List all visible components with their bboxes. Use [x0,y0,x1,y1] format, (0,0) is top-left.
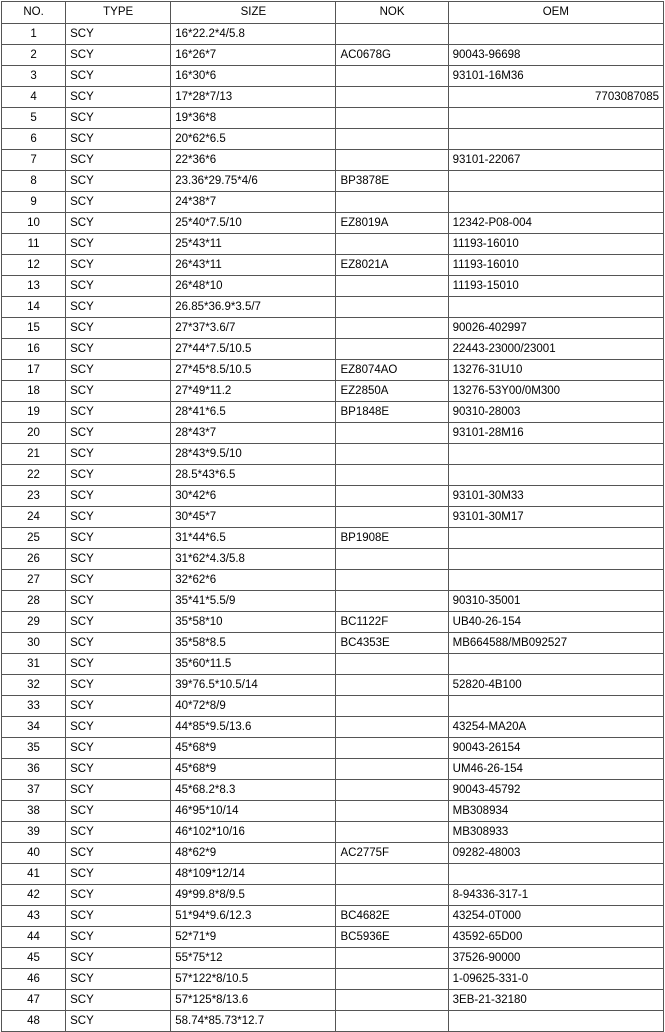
cell-type: SCY [66,24,171,45]
cell-type: SCY [66,276,171,297]
cell-oem: 93101-30M17 [448,507,663,528]
cell-size: 28*43*7 [171,423,336,444]
cell-type: SCY [66,717,171,738]
cell-oem: 8-94336-317-1 [448,885,663,906]
cell-size: 35*41*5.5/9 [171,591,336,612]
column-header-oem: OEM [448,2,663,24]
cell-nok [336,234,448,255]
cell-oem [448,696,663,717]
cell-size: 26*48*10 [171,276,336,297]
cell-oem: 90043-45792 [448,780,663,801]
cell-type: SCY [66,696,171,717]
table-row [2,171,664,192]
cell-size: 35*60*11.5 [171,654,336,675]
cell-nok: BC5936E [336,927,448,948]
cell-size: 45*68.2*8.3 [171,780,336,801]
cell-type: SCY [66,927,171,948]
cell-oem [448,192,663,213]
cell-type: SCY [66,654,171,675]
table-row [2,297,664,318]
cell-nok [336,759,448,780]
cell-size: 27*37*3.6/7 [171,318,336,339]
cell-size: 28.5*43*6.5 [171,465,336,486]
cell-type: SCY [66,507,171,528]
cell-type: SCY [66,108,171,129]
cell-type: SCY [66,423,171,444]
cell-oem [448,297,663,318]
table-row [2,864,664,885]
cell-type: SCY [66,738,171,759]
cell-type: SCY [66,549,171,570]
cell-nok [336,675,448,696]
cell-nok [336,990,448,1011]
cell-no: 22 [2,465,66,486]
cell-no: 23 [2,486,66,507]
table-row [2,192,664,213]
table-row [2,213,664,234]
cell-type: SCY [66,66,171,87]
cell-size: 30*45*7 [171,507,336,528]
cell-oem: 43254-0T000 [448,906,663,927]
cell-size: 22*36*6 [171,150,336,171]
table-row [2,612,664,633]
cell-size: 32*62*6 [171,570,336,591]
cell-size: 25*40*7.5/10 [171,213,336,234]
table-row [2,234,664,255]
table-row [2,360,664,381]
table-row [2,738,664,759]
table-row [2,885,664,906]
cell-size: 45*68*9 [171,738,336,759]
cell-nok [336,654,448,675]
cell-size: 27*44*7.5/10.5 [171,339,336,360]
cell-no: 36 [2,759,66,780]
table-row [2,255,664,276]
cell-no: 8 [2,171,66,192]
cell-oem: 90310-28003 [448,402,663,423]
cell-type: SCY [66,591,171,612]
table-row [2,486,664,507]
cell-nok: EZ8074AO [336,360,448,381]
cell-oem: UB40-26-154 [448,612,663,633]
cell-size: 28*43*9.5/10 [171,444,336,465]
cell-nok [336,465,448,486]
cell-type: SCY [66,192,171,213]
cell-size: 16*26*7 [171,45,336,66]
table-row [2,654,664,675]
cell-no: 3 [2,66,66,87]
cell-nok [336,66,448,87]
cell-size: 46*95*10/14 [171,801,336,822]
cell-oem: 11193-15010 [448,276,663,297]
cell-nok [336,192,448,213]
cell-size: 39*76.5*10.5/14 [171,675,336,696]
cell-size: 16*30*6 [171,66,336,87]
cell-size: 28*41*6.5 [171,402,336,423]
table-row [2,549,664,570]
cell-oem [448,654,663,675]
cell-no: 2 [2,45,66,66]
cell-type: SCY [66,843,171,864]
cell-nok: BC4353E [336,633,448,654]
cell-no: 13 [2,276,66,297]
cell-no: 6 [2,129,66,150]
cell-nok [336,129,448,150]
cell-size: 57*122*8/10.5 [171,969,336,990]
column-header-type: TYPE [66,2,171,24]
cell-nok [336,1011,448,1032]
cell-size: 48*109*12/14 [171,864,336,885]
cell-no: 31 [2,654,66,675]
table-row [2,927,664,948]
cell-no: 10 [2,213,66,234]
cell-no: 25 [2,528,66,549]
cell-nok [336,822,448,843]
cell-nok [336,549,448,570]
cell-oem [448,570,663,591]
cell-oem [448,444,663,465]
table-row [2,906,664,927]
cell-nok [336,570,448,591]
cell-nok [336,507,448,528]
table-row [2,45,664,66]
cell-oem: 13276-31U10 [448,360,663,381]
cell-oem: 13276-53Y00/0M300 [448,381,663,402]
column-header-no: NO. [2,2,66,24]
cell-nok: BP1908E [336,528,448,549]
table-row [2,465,664,486]
cell-nok [336,87,448,108]
cell-no: 20 [2,423,66,444]
cell-nok [336,276,448,297]
cell-oem: 43254-MA20A [448,717,663,738]
cell-size: 35*58*10 [171,612,336,633]
cell-nok [336,486,448,507]
cell-no: 29 [2,612,66,633]
cell-no: 1 [2,24,66,45]
cell-size: 51*94*9.6/12.3 [171,906,336,927]
cell-size: 46*102*10/16 [171,822,336,843]
table-body [2,24,664,1032]
cell-type: SCY [66,255,171,276]
table-row [2,696,664,717]
cell-nok [336,948,448,969]
cell-size: 17*28*7/13 [171,87,336,108]
cell-oem: 11193-16010 [448,234,663,255]
cell-oem [448,108,663,129]
cell-size: 27*49*11.2 [171,381,336,402]
cell-nok: BC4682E [336,906,448,927]
cell-type: SCY [66,822,171,843]
cell-type: SCY [66,864,171,885]
cell-nok: AC0678G [336,45,448,66]
cell-oem [448,549,663,570]
cell-type: SCY [66,528,171,549]
cell-size: 26*43*11 [171,255,336,276]
cell-size: 25*43*11 [171,234,336,255]
cell-no: 14 [2,297,66,318]
cell-type: SCY [66,297,171,318]
table-header-row [2,2,664,24]
table-row [2,129,664,150]
table-row [2,591,664,612]
cell-oem: 90043-26154 [448,738,663,759]
cell-no: 12 [2,255,66,276]
cell-size: 26.85*36.9*3.5/7 [171,297,336,318]
cell-type: SCY [66,780,171,801]
cell-type: SCY [66,87,171,108]
table-row [2,801,664,822]
cell-oem [448,129,663,150]
cell-no: 41 [2,864,66,885]
table-row [2,66,664,87]
cell-nok [336,864,448,885]
cell-size: 57*125*8/13.6 [171,990,336,1011]
cell-oem: 09282-48003 [448,843,663,864]
cell-oem: 1-09625-331-0 [448,969,663,990]
cell-size: 20*62*6.5 [171,129,336,150]
table-row [2,423,664,444]
cell-size: 23.36*29.75*4/6 [171,171,336,192]
cell-no: 4 [2,87,66,108]
cell-oem: 52820-4B100 [448,675,663,696]
table-row [2,507,664,528]
cell-type: SCY [66,45,171,66]
cell-oem: 12342-P08-004 [448,213,663,234]
cell-size: 35*58*8.5 [171,633,336,654]
cell-no: 34 [2,717,66,738]
cell-no: 35 [2,738,66,759]
cell-size: 40*72*8/9 [171,696,336,717]
cell-type: SCY [66,486,171,507]
cell-nok: EZ8021A [336,255,448,276]
cell-nok [336,339,448,360]
table-row [2,87,664,108]
cell-no: 42 [2,885,66,906]
cell-nok: BC1122F [336,612,448,633]
cell-type: SCY [66,1011,171,1032]
cell-type: SCY [66,759,171,780]
cell-size: 49*99.8*8/9.5 [171,885,336,906]
cell-type: SCY [66,633,171,654]
cell-no: 33 [2,696,66,717]
cell-no: 37 [2,780,66,801]
cell-oem: 43592-65D00 [448,927,663,948]
table-row [2,1011,664,1032]
cell-type: SCY [66,339,171,360]
cell-nok [336,24,448,45]
table-row [2,381,664,402]
cell-no: 17 [2,360,66,381]
cell-no: 32 [2,675,66,696]
cell-no: 24 [2,507,66,528]
cell-oem: 93101-16M36 [448,66,663,87]
cell-nok: BP1848E [336,402,448,423]
table-row [2,528,664,549]
table-row [2,276,664,297]
cell-no: 43 [2,906,66,927]
cell-size: 58.74*85.73*12.7 [171,1011,336,1032]
cell-no: 15 [2,318,66,339]
cell-size: 31*62*4.3/5.8 [171,549,336,570]
cell-type: SCY [66,360,171,381]
cell-type: SCY [66,570,171,591]
cell-no: 26 [2,549,66,570]
cell-no: 11 [2,234,66,255]
table-row [2,822,664,843]
cell-nok [336,696,448,717]
cell-size: 30*42*6 [171,486,336,507]
cell-nok: EZ2850A [336,381,448,402]
table-row [2,990,664,1011]
cell-size: 31*44*6.5 [171,528,336,549]
table-row [2,675,664,696]
cell-no: 39 [2,822,66,843]
cell-oem: UM46-26-154 [448,759,663,780]
cell-type: SCY [66,885,171,906]
cell-no: 7 [2,150,66,171]
cell-nok [336,738,448,759]
cell-no: 16 [2,339,66,360]
column-header-nok: NOK [336,2,448,24]
cell-no: 40 [2,843,66,864]
cell-type: SCY [66,318,171,339]
cell-no: 45 [2,948,66,969]
table-row [2,108,664,129]
cell-no: 21 [2,444,66,465]
column-header-size: SIZE [171,2,336,24]
cell-oem: 37526-90000 [448,948,663,969]
cell-no: 44 [2,927,66,948]
cell-nok [336,318,448,339]
cell-size: 48*62*9 [171,843,336,864]
cell-size: 44*85*9.5/13.6 [171,717,336,738]
cell-oem: 93101-22067 [448,150,663,171]
cell-nok [336,423,448,444]
cell-no: 28 [2,591,66,612]
cell-oem: MB308934 [448,801,663,822]
cell-nok [336,297,448,318]
cell-type: SCY [66,969,171,990]
cell-oem: 11193-16010 [448,255,663,276]
cell-size: 16*22.2*4/5.8 [171,24,336,45]
cell-type: SCY [66,444,171,465]
cell-oem: 90043-96698 [448,45,663,66]
table-row [2,24,664,45]
cell-oem: 93101-30M33 [448,486,663,507]
cell-oem: MB664588/MB092527 [448,633,663,654]
table-row [2,780,664,801]
cell-nok [336,108,448,129]
cell-no: 19 [2,402,66,423]
cell-size: 24*38*7 [171,192,336,213]
cell-type: SCY [66,465,171,486]
cell-oem [448,1011,663,1032]
table-row [2,969,664,990]
table-row [2,150,664,171]
cell-oem: MB308933 [448,822,663,843]
table-row [2,759,664,780]
table-row [2,318,664,339]
cell-type: SCY [66,381,171,402]
cell-oem: 7703087085 [448,87,663,108]
cell-type: SCY [66,171,171,192]
cell-no: 9 [2,192,66,213]
cell-nok [336,969,448,990]
table-row [2,339,664,360]
cell-type: SCY [66,150,171,171]
cell-oem: 22443-23000/23001 [448,339,663,360]
cell-type: SCY [66,801,171,822]
cell-nok [336,780,448,801]
cell-nok [336,591,448,612]
cell-type: SCY [66,234,171,255]
cell-oem: 93101-28M16 [448,423,663,444]
cell-size: 52*71*9 [171,927,336,948]
cell-oem [448,528,663,549]
table-row [2,948,664,969]
cell-oem [448,465,663,486]
cell-oem: 3EB-21-32180 [448,990,663,1011]
cell-no: 18 [2,381,66,402]
cell-oem: 90026-402997 [448,318,663,339]
cell-no: 46 [2,969,66,990]
cell-size: 27*45*8.5/10.5 [171,360,336,381]
cell-no: 48 [2,1011,66,1032]
table-row [2,717,664,738]
cell-nok: EZ8019A [336,213,448,234]
cell-oem [448,864,663,885]
cell-nok: BP3878E [336,171,448,192]
cell-oem [448,171,663,192]
table-row [2,570,664,591]
cell-no: 38 [2,801,66,822]
table-row [2,444,664,465]
table-row [2,402,664,423]
cell-no: 5 [2,108,66,129]
cell-type: SCY [66,402,171,423]
cell-oem: 90310-35001 [448,591,663,612]
cell-nok [336,717,448,738]
cell-nok [336,885,448,906]
cell-type: SCY [66,906,171,927]
table-row [2,633,664,654]
cell-size: 19*36*8 [171,108,336,129]
cell-no: 47 [2,990,66,1011]
cell-nok [336,801,448,822]
cell-type: SCY [66,213,171,234]
cell-no: 30 [2,633,66,654]
cell-oem [448,24,663,45]
cell-size: 45*68*9 [171,759,336,780]
cell-nok [336,150,448,171]
parts-table [1,1,664,1032]
table-row [2,843,664,864]
cell-type: SCY [66,990,171,1011]
cell-type: SCY [66,129,171,150]
cell-type: SCY [66,675,171,696]
cell-type: SCY [66,948,171,969]
cell-type: SCY [66,612,171,633]
cell-size: 55*75*12 [171,948,336,969]
cell-nok: AC2775F [336,843,448,864]
cell-nok [336,444,448,465]
cell-no: 27 [2,570,66,591]
